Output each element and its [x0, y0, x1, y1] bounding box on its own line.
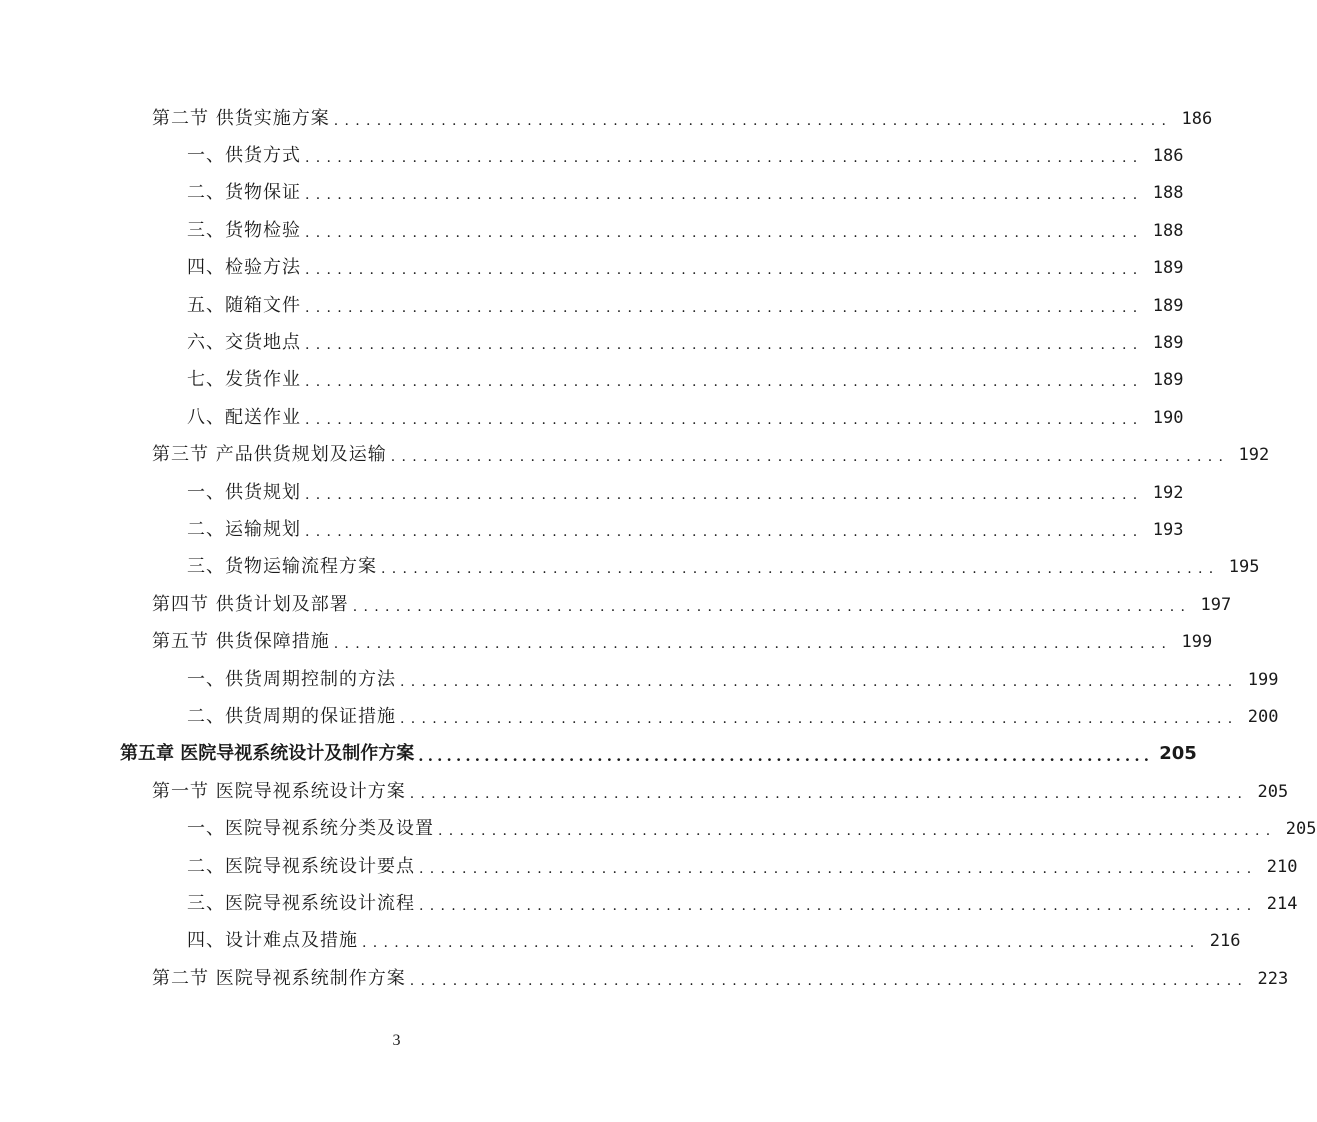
- toc-entry[interactable]: [0, 324, 1184, 361]
- toc-leader-dots: ..............................................................................: [305, 299, 1144, 316]
- toc-entry-page: 193: [1152, 519, 1184, 540]
- toc-leader-dots: ..............................................................................: [305, 374, 1144, 391]
- toc-entry-page: 186: [1181, 108, 1213, 129]
- toc-entry-page: 216: [1209, 931, 1241, 952]
- toc-entry-page: 214: [1266, 893, 1298, 914]
- toc-chapter-title: 第五章 医院导视系统设计及制作方案: [120, 743, 415, 765]
- toc-entry[interactable]: [0, 399, 1184, 436]
- toc-leader-dots: ..............................................................................: [305, 411, 1144, 428]
- toc-entry-title: 二、运输规划: [187, 518, 301, 540]
- toc-entry-title: 四、设计难点及措施: [187, 930, 358, 952]
- toc-leader-dots: ..............................................................................: [333, 112, 1173, 129]
- toc-entry-page: 223: [1257, 968, 1289, 989]
- toc-leader-dots: ..............................................................................: [305, 523, 1144, 540]
- toc-leader-dots: ..............................................................................: [400, 710, 1239, 727]
- toc-entry-title: 第四节 供货计划及部署: [152, 593, 349, 615]
- toc-leader-dots: ..............................................................................: [305, 486, 1144, 503]
- toc-entry-title: 第三节 产品供货规划及运输: [152, 444, 387, 466]
- toc-entry[interactable]: [0, 661, 1279, 698]
- toc-entry[interactable]: [0, 923, 1241, 960]
- toc-entry-title: 一、供货方式: [187, 145, 301, 167]
- toc-entry-page: 190: [1152, 407, 1184, 428]
- toc-entry-title: 一、医院导视系统分类及设置: [187, 818, 434, 840]
- toc-entry-title: 第二节 医院导视系统制作方案: [152, 967, 406, 989]
- toc-entry[interactable]: [0, 885, 1298, 922]
- toc-leader-dots: ..............................................................................: [352, 598, 1192, 615]
- toc-entry-page: 205: [1285, 819, 1317, 840]
- toc-entry[interactable]: [0, 773, 1289, 810]
- toc-entry[interactable]: [0, 474, 1184, 511]
- toc-chapter-page: 205: [1159, 743, 1197, 765]
- toc-entry-title: 一、供货规划: [187, 481, 301, 503]
- toc-entry[interactable]: [0, 960, 1289, 997]
- toc-entry-title: 第二节 供货实施方案: [152, 107, 330, 129]
- toc-entry[interactable]: [0, 810, 1317, 847]
- toc-entry-page: 199: [1181, 632, 1213, 653]
- toc-leader-dots: ..............................................................................: [305, 150, 1144, 167]
- toc-entry-title: 第五节 供货保障措施: [152, 631, 330, 653]
- toc-entry-title: 七、发货作业: [187, 369, 301, 391]
- toc-entry-title: 六、交货地点: [187, 332, 301, 354]
- toc-entry-page: 192: [1152, 482, 1184, 503]
- toc-entry-page: 199: [1247, 669, 1279, 690]
- toc-entry-page: 186: [1152, 146, 1184, 167]
- toc-entry-page: 189: [1152, 370, 1184, 391]
- toc-entry-page: 189: [1152, 333, 1184, 354]
- toc-entry-page: 188: [1152, 183, 1184, 204]
- toc-entry[interactable]: [0, 362, 1184, 399]
- toc-entry-title: 一、供货周期控制的方法: [187, 668, 396, 690]
- toc-entry-title: 二、货物保证: [187, 182, 301, 204]
- toc-entry[interactable]: [0, 287, 1184, 324]
- toc-entry[interactable]: [0, 848, 1298, 885]
- toc-leader-dots: ..............................................................................: [333, 636, 1173, 653]
- toc-entry[interactable]: [0, 549, 1260, 586]
- toc-entry[interactable]: [0, 698, 1279, 735]
- toc-leader-dots: ..............................................................................: [305, 187, 1144, 204]
- toc-entry[interactable]: [0, 100, 1213, 137]
- toc-leader-dots: ..............................................................................: [305, 224, 1144, 241]
- toc-entry-page: 200: [1247, 706, 1279, 727]
- toc-leader-dots: ..............................................................................: [419, 897, 1258, 914]
- toc-leader-dots: ..............................................................................: [390, 449, 1230, 466]
- toc-entry[interactable]: [0, 175, 1184, 212]
- toc-leader-dots: ..............................................................................: [409, 972, 1249, 989]
- toc-entry[interactable]: [0, 623, 1213, 660]
- toc-entry-title: 四、检验方法: [187, 257, 301, 279]
- toc-leader-dots: ..............................................................................: [400, 673, 1239, 690]
- toc-leader-dots: ..............................................................................: [438, 823, 1277, 840]
- toc-leader-dots: ..............................................................................: [305, 337, 1144, 354]
- toc-entry[interactable]: [0, 137, 1184, 174]
- toc-leader-dots: ..............................................................................: [419, 860, 1258, 877]
- toc-leader-dots: ..............................................................................: [362, 935, 1201, 952]
- toc-leader-dots: ..............................................................................: [381, 561, 1220, 578]
- toc-entry-title: 八、配送作业: [187, 406, 301, 428]
- toc-entry-title: 三、医院导视系统设计流程: [187, 892, 415, 914]
- toc-entry[interactable]: [0, 212, 1184, 249]
- toc-entry-title: 二、医院导视系统设计要点: [187, 855, 415, 877]
- toc-entry[interactable]: [0, 250, 1184, 287]
- toc-entry[interactable]: [0, 511, 1184, 548]
- toc-leader-dots: ..............................................................................: [305, 262, 1144, 279]
- toc-chapter-entry[interactable]: [0, 736, 1197, 773]
- toc-entry-title: 三、货物运输流程方案: [187, 556, 377, 578]
- toc-entry-title: 三、货物检验: [187, 219, 301, 241]
- toc-leader-dots: ..............................................................................: [418, 747, 1154, 766]
- page-number: 3: [392, 1032, 401, 1049]
- toc-entry[interactable]: [0, 437, 1270, 474]
- table-of-contents: [0, 100, 1317, 997]
- toc-entry-title: 二、供货周期的保证措施: [187, 705, 396, 727]
- toc-entry-page: 192: [1238, 445, 1270, 466]
- toc-entry-title: 第一节 医院导视系统设计方案: [152, 780, 406, 802]
- toc-entry-page: 210: [1266, 856, 1298, 877]
- toc-entry-page: 197: [1200, 594, 1232, 615]
- toc-entry-page: 205: [1257, 781, 1289, 802]
- toc-entry[interactable]: [0, 586, 1232, 623]
- toc-entry-title: 五、随箱文件: [187, 294, 301, 316]
- toc-entry-page: 189: [1152, 295, 1184, 316]
- toc-entry-page: 189: [1152, 258, 1184, 279]
- toc-leader-dots: ..............................................................................: [409, 785, 1249, 802]
- toc-entry-page: 195: [1228, 557, 1260, 578]
- toc-entry-page: 188: [1152, 220, 1184, 241]
